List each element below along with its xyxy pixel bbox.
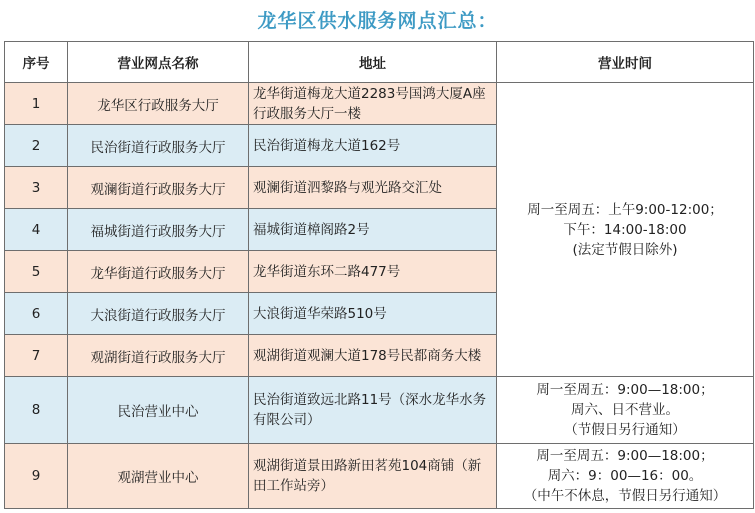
row-address: 观湖街道景田路新田茗苑104商铺（新田工作站旁） bbox=[249, 444, 497, 509]
hours-line: （节假日另行通知） bbox=[564, 422, 686, 438]
row-name: 观湖街道行政服务大厅 bbox=[68, 335, 249, 377]
row-index: 4 bbox=[5, 209, 68, 251]
header-address: 地址 bbox=[249, 42, 497, 83]
row-address: 福城街道樟阁路2号 bbox=[249, 209, 497, 251]
row-index: 5 bbox=[5, 251, 68, 293]
header-index: 序号 bbox=[5, 42, 68, 83]
hours-cell-guanhu bbox=[497, 444, 754, 509]
row-name: 观湖营业中心 bbox=[68, 444, 249, 509]
row-name: 龙华街道行政服务大厅 bbox=[68, 251, 249, 293]
hours-cell-admin-halls bbox=[497, 83, 754, 377]
row-index: 1 bbox=[5, 83, 68, 125]
hours-cell-minzhi bbox=[497, 377, 754, 444]
row-address: 民治街道梅龙大道162号 bbox=[249, 125, 497, 167]
header-hours: 营业时间 bbox=[497, 42, 754, 83]
row-address: 大浪街道华荣路510号 bbox=[249, 293, 497, 335]
table-row bbox=[5, 83, 754, 125]
row-name: 龙华区行政服务大厅 bbox=[68, 83, 249, 125]
hours-line: 周一至周五：9:00—18:00； bbox=[536, 382, 714, 398]
hours-line: 周一至周五：9:00—18:00； bbox=[536, 448, 714, 464]
row-index: 8 bbox=[5, 377, 68, 444]
table-header-row bbox=[5, 42, 754, 83]
outlets-table bbox=[4, 41, 754, 509]
row-address: 观澜街道泗黎路与观光路交汇处 bbox=[249, 167, 497, 209]
row-address: 民治街道致远北路11号（深水龙华水务有限公司） bbox=[249, 377, 497, 444]
table-row bbox=[5, 377, 754, 444]
table-row bbox=[5, 444, 754, 509]
row-index: 6 bbox=[5, 293, 68, 335]
row-index: 2 bbox=[5, 125, 68, 167]
hours-line: 下午：14:00-18:00 bbox=[563, 221, 687, 238]
hours-line: （中午不休息，节假日另行通知） bbox=[523, 488, 727, 504]
row-name: 大浪街道行政服务大厅 bbox=[68, 293, 249, 335]
row-name: 福城街道行政服务大厅 bbox=[68, 209, 249, 251]
row-index: 7 bbox=[5, 335, 68, 377]
hours-line: 周六：9：00—16：00。 bbox=[547, 468, 703, 484]
header-name: 营业网点名称 bbox=[68, 42, 249, 83]
row-name: 观澜街道行政服务大厅 bbox=[68, 167, 249, 209]
hours-line: 周六、日不营业。 bbox=[571, 402, 679, 418]
row-index: 9 bbox=[5, 444, 68, 509]
row-index: 3 bbox=[5, 167, 68, 209]
row-address: 龙华街道梅龙大道2283号国鸿大厦A座行政服务大厅一楼 bbox=[249, 83, 497, 125]
page-title: 龙华区供水服务网点汇总： bbox=[257, 10, 498, 32]
row-address: 观湖街道观澜大道178号民都商务大楼 bbox=[249, 335, 497, 377]
hours-line: 周一至周五：上午9:00-12:00； bbox=[527, 201, 723, 218]
row-address: 龙华街道东环二路477号 bbox=[249, 251, 497, 293]
row-name: 民治营业中心 bbox=[68, 377, 249, 444]
hours-line: (法定节假日除外) bbox=[572, 241, 678, 258]
row-name: 民治街道行政服务大厅 bbox=[68, 125, 249, 167]
